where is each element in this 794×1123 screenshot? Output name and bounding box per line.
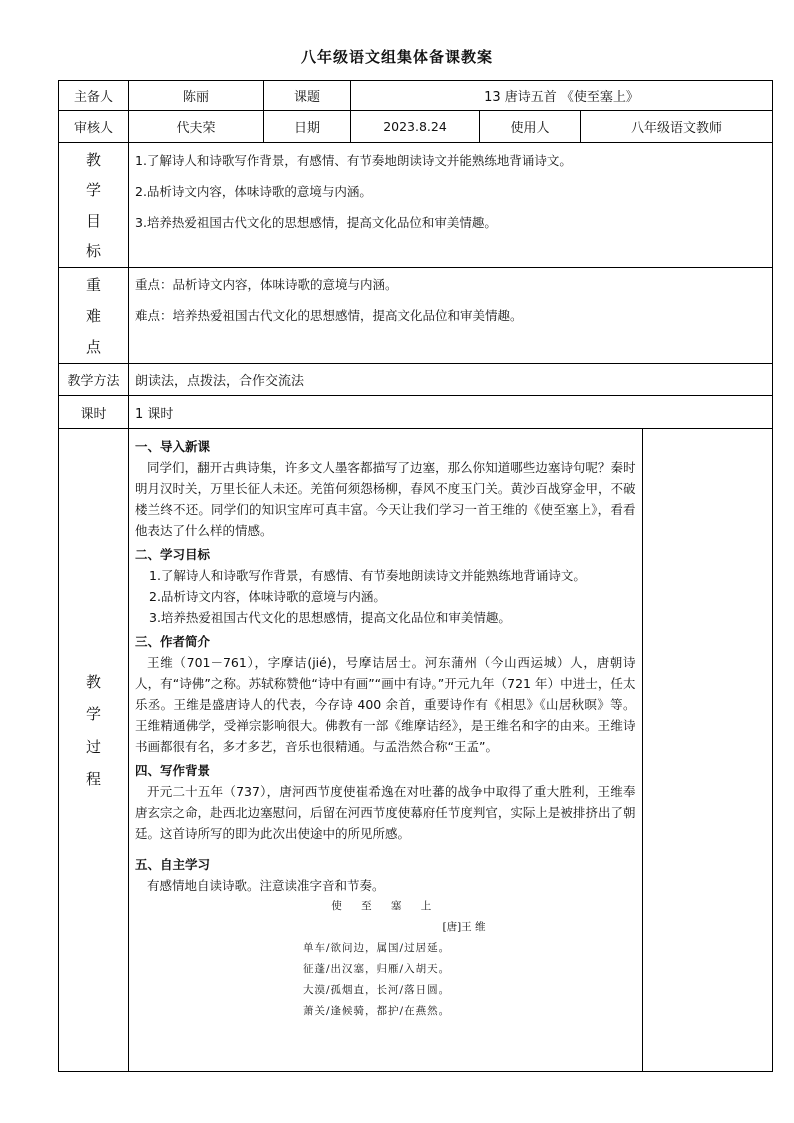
section-author-title: 三、作者简介 — [135, 634, 211, 649]
process-label-char: 教 — [85, 672, 101, 691]
header-row-2 — [59, 111, 773, 143]
process-notes-column — [642, 429, 772, 1071]
topic-label: 课题 — [264, 81, 351, 111]
key-points-label-char: 点 — [85, 338, 101, 357]
section-background-text: 开元二十五年（737），唐河西节度使崔希逸在对吐蕃的战争中取得了重大胜利，王维奉唐玄宗之命，赴西北边塞慰问，后留在河西节度使幕府任节度判官，实际上是被排挤出了朝廷。这首诗所写的即为此次出使途中的所见所感。 — [135, 784, 636, 841]
header-row-1 — [59, 81, 773, 111]
difficult-point-item: 难点：培养热爱祖国古代文化的思想感情，提高文化品位和审美情趣。 — [135, 308, 523, 323]
process-label-char: 过 — [85, 737, 101, 756]
method-label: 教学方法 — [59, 364, 129, 396]
key-points-label-cell — [59, 268, 129, 364]
hours-row — [59, 396, 773, 429]
objectives-label-char: 目 — [85, 211, 101, 230]
objectives-label-char: 学 — [85, 181, 101, 200]
user-label: 使用人 — [480, 111, 581, 143]
preparer-label: 主备人 — [59, 81, 129, 111]
objective-item: 1.了解诗人和诗歌写作背景，有感情、有节奏地朗读诗文并能熟练地背诵诗文。 — [135, 153, 572, 168]
objectives-row — [59, 143, 773, 268]
process-label-char: 程 — [85, 770, 101, 789]
poem-line: 萧关/逢候骑，都护/在燕然。 — [303, 1005, 451, 1017]
user-value: 八年级语文教师 — [581, 111, 773, 143]
section-background-title: 四、写作背景 — [135, 763, 211, 778]
process-label-cell — [59, 429, 129, 1072]
key-point-item: 重点：品析诗文内容，体味诗歌的意境与内涵。 — [135, 277, 398, 292]
process-main-column — [129, 429, 642, 1071]
date-value: 2023.8.24 — [351, 111, 480, 143]
reviewer-value: 代夫荣 — [129, 111, 264, 143]
process-content-cell — [129, 429, 773, 1072]
section-intro-text: 同学们，翻开古典诗集，许多文人墨客都描写了边塞，那么你知道哪些边塞诗句呢？秦时明月汉时关，万里长征人未还。羌笛何须怨杨柳，春风不度玉门关。黄沙百战穿金甲，不破楼兰终不还。同学们的知识宝库可真丰富。今天让我们学习一首王维的《使至塞上》，看看他表达了什么样的情感。 — [135, 460, 636, 538]
process-inner-table — [129, 429, 772, 1071]
goal-item: 3.培养热爱祖国古代文化的思想感情，提高文化品位和审美情趣。 — [149, 610, 511, 625]
objective-item: 3.培养热爱祖国古代文化的思想感情，提高文化品位和审美情趣。 — [135, 215, 497, 230]
preparer-value: 陈丽 — [129, 81, 264, 111]
objectives-content — [129, 143, 773, 268]
objective-item: 2.品析诗文内容，体味诗歌的意境与内涵。 — [135, 184, 372, 199]
topic-value: 13 唐诗五首 《使至塞上》 — [351, 81, 773, 111]
poem-line: 单车/欲问边，属国/过居延。 — [303, 942, 451, 954]
method-row — [59, 364, 773, 396]
section-goals-title: 二、学习目标 — [135, 547, 211, 562]
hours-value: 1 课时 — [129, 396, 773, 429]
reviewer-label: 审核人 — [59, 111, 129, 143]
objectives-label-char: 教 — [85, 150, 101, 169]
lesson-plan-table — [58, 80, 773, 1072]
goal-item: 1.了解诗人和诗歌写作背景，有感情、有节奏地朗读诗文并能熟练地背诵诗文。 — [149, 568, 586, 583]
poem — [135, 896, 636, 1022]
key-points-label-char: 重 — [85, 275, 101, 294]
process-label-char: 学 — [85, 705, 101, 724]
goal-item: 2.品析诗文内容，体味诗歌的意境与内涵。 — [149, 589, 386, 604]
poem-title: 使 至 塞 上 — [331, 900, 440, 912]
process-row — [59, 429, 773, 1072]
poem-line: 征蓬/出汉塞，归雁/入胡天。 — [303, 963, 451, 975]
section-intro-title: 一、导入新课 — [135, 439, 211, 454]
date-label: 日期 — [264, 111, 351, 143]
key-points-label-char: 难 — [85, 306, 101, 325]
poem-author: [唐]王 维 — [442, 921, 486, 933]
page-title: 八年级语文组集体备课教案 — [300, 48, 493, 66]
key-points-row — [59, 268, 773, 364]
key-points-content — [129, 268, 773, 364]
objectives-label-char: 标 — [85, 242, 101, 261]
section-selfstudy-text: 有感情地自读诗歌。注意读准字音和节奏。 — [147, 878, 385, 893]
section-author-text: 王维（701－761），字摩诘(jié)，号摩诘居士。河东蒲州（今山西运城）人，唐朝诗人，有“诗佛”之称。苏轼称赞他“诗中有画”“画中有诗。”开元九年（721 年）中进士，任太乐丞。王维是盛唐诗人的代表，今存诗 400 余首，重要诗作有《相思》《山居秋暝》等。王维精通佛学，受禅宗影响很大。佛教有一部《维摩诘经》，是王维名和字的由来。王维诗书画都很有名，多才多艺，音乐也很精通。与孟浩然合称“王孟”。 — [135, 655, 636, 754]
section-selfstudy-title: 五、自主学习 — [135, 857, 211, 872]
method-value: 朗读法，点拨法，合作交流法 — [129, 364, 773, 396]
objectives-label-cell — [59, 143, 129, 268]
poem-line: 大漠/孤烟直，长河/落日圆。 — [303, 984, 451, 996]
hours-label: 课时 — [59, 396, 129, 429]
